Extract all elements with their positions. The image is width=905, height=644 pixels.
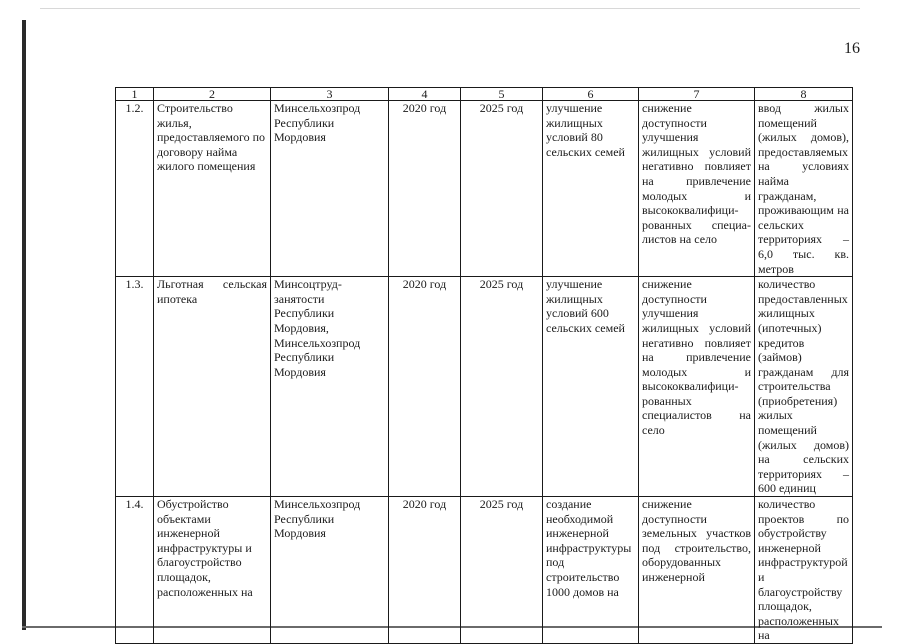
col-header-6: 6	[543, 88, 639, 101]
row-number: 1.3.	[116, 277, 154, 497]
col-header-4: 4	[389, 88, 461, 101]
col-header-7: 7	[639, 88, 755, 101]
expected-result: улучшение жилищных условий 80 сельских семей	[543, 101, 639, 277]
non-implementation-consequences: снижение доступности улучшения жилищных условий негативно повлияет на привлечение молодых и высококвалифицированных специалистов на село	[639, 277, 755, 497]
scan-left-edge	[22, 20, 26, 630]
measure-name: Обустройство объектами инженерной инфраструктуры и благоустройство площадок, расположенных на	[154, 497, 271, 644]
target-indicator: количество проектов по обустройству инженерной инфраструктурой и благоустройству площадок, расположенных на	[755, 497, 853, 644]
measure-name: Льготная сельская ипотека	[154, 277, 271, 497]
table-row	[116, 277, 853, 497]
table-row	[116, 497, 853, 644]
start-year: 2020 год	[389, 277, 461, 497]
col-header-8: 8	[755, 88, 853, 101]
program-measures-table	[115, 87, 853, 644]
page-number: 16	[844, 40, 860, 57]
non-implementation-consequences: снижение доступности земельных участков под строительство, оборудованных инженерной	[639, 497, 755, 644]
row-number: 1.2.	[116, 101, 154, 277]
responsible-executor: Минсельхозпрод Республики Мордовия	[271, 101, 389, 277]
expected-result: создание необходимой инженерной инфраструктуры под строительство 1000 домов на	[543, 497, 639, 644]
end-year: 2025 год	[461, 277, 543, 497]
scan-top-edge	[40, 8, 860, 9]
target-indicator: количество предоставленных жилищных (ипотечных) кредитов (займов) гражданам для строительства (приобретения) жилых помещений (жилых домов) на сельских территориях – 600 единиц	[755, 277, 853, 497]
start-year: 2020 год	[389, 101, 461, 277]
target-indicator: ввод жилых помещений (жилых домов), предоставляемых на условиях найма гражданам, проживающим на сельских территориях – 6,0 тыс. кв. метров	[755, 101, 853, 277]
responsible-executor: Минсельхозпрод Республики Мордовия	[271, 497, 389, 644]
col-header-2: 2	[154, 88, 271, 101]
col-header-1: 1	[116, 88, 154, 101]
measure-name: Строительство жилья, предоставляемого по договору найма жилого помещения	[154, 101, 271, 277]
header-row	[116, 88, 853, 101]
responsible-executor: Минсоцтрудзанятости Республики Мордовия, Минсельхозпрод Республики Мордовия	[271, 277, 389, 497]
col-header-5: 5	[461, 88, 543, 101]
row-number: 1.4.	[116, 497, 154, 644]
end-year: 2025 год	[461, 101, 543, 277]
expected-result: улучшение жилищных условий 600 сельских семей	[543, 277, 639, 497]
end-year: 2025 год	[461, 497, 543, 644]
start-year: 2020 год	[389, 497, 461, 644]
non-implementation-consequences: снижение доступности улучшения жилищных условий негативно повлияет на привлечение молодых и высококвалифицированных специалистов на село	[639, 101, 755, 277]
col-header-3: 3	[271, 88, 389, 101]
table-row	[116, 101, 853, 277]
